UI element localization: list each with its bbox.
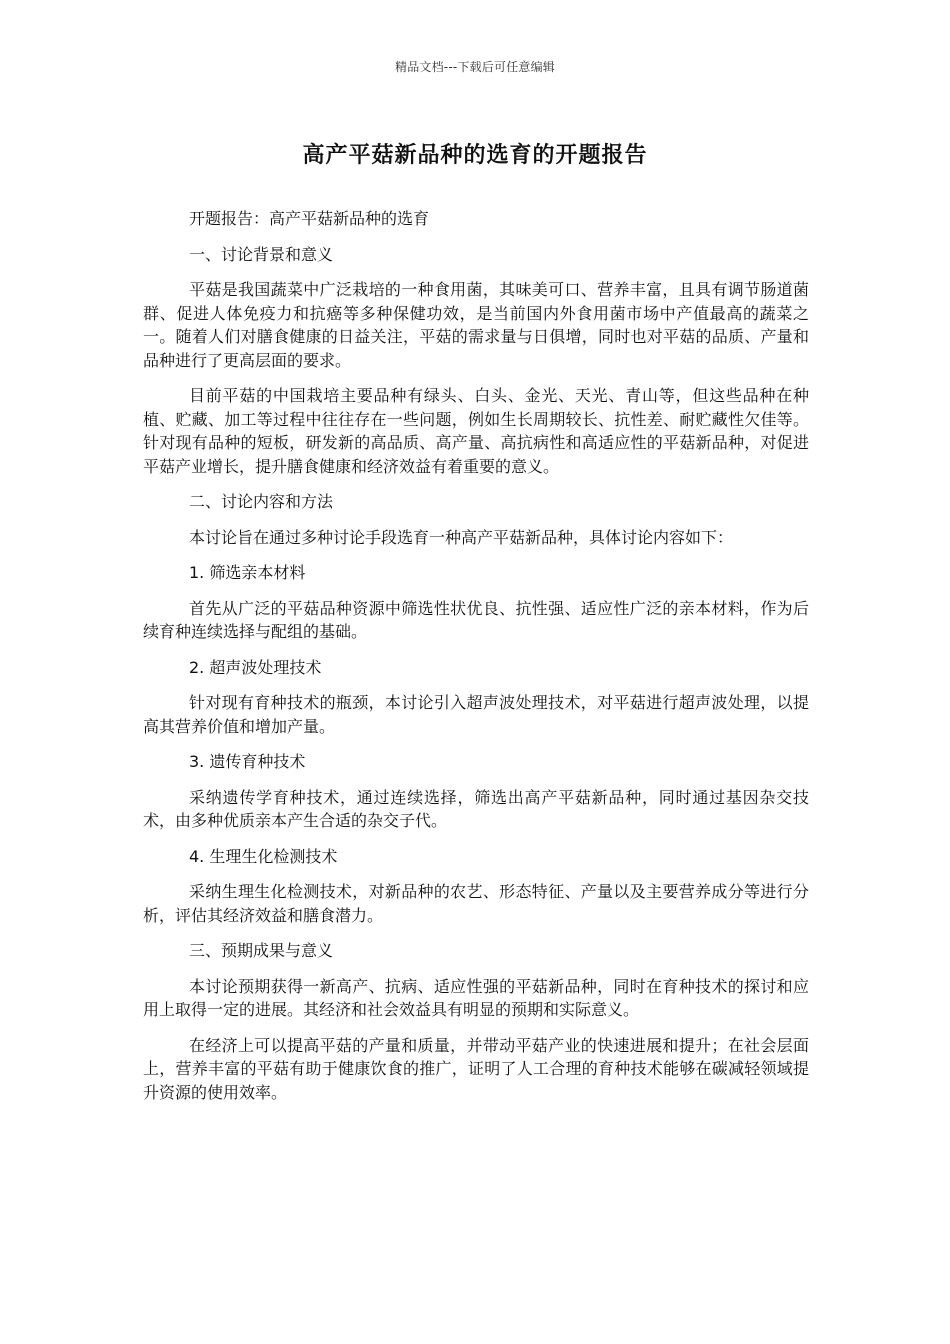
page-title: 高产平菇新品种的选育的开题报告 [302,143,648,168]
paragraph-ultrasonic: 针对现有育种技术的瓶颈，本讨论引入超声波处理技术，对平菇进行超声波处理，以提高其营养价值和增加产量。 [143,693,809,736]
section-heading-content-methods: 二、讨论内容和方法 [189,492,334,511]
paragraph-background-2: 目前平菇的中国栽培主要品种有绿头、白头、金光、天光、青山等，但这些品种在种植、贮藏、加工等过程中往往存在一些问题，例如生长周期较长、抗性差、耐贮藏性欠佳等。针对现有品种的短板，研发新的高品质、高产量、高抗病性和高适应性的平菇新品种，对促进平菇产业增长，提升膳食健康和经济效益有着重要的意义。 [143,386,809,476]
subheading-ultrasonic: 2. 超声波处理技术 [189,657,322,677]
section-heading-background: 一、讨论背景和意义 [189,244,334,264]
header-note: 精品文档---下载后可任意编辑 [395,60,555,74]
paragraph-background-1: 平菇是我国蔬菜中广泛栽培的一种食用菌，其味美可口、营养丰富，且具有调节肠道菌群、促进人体免疫力和抗癌等多种保健功效，是当前国内外食用菌市场中产值最高的蔬菜之一。随着人们对膳食健康的日益关注，平菇的需求量与日俱增，同时也对平菇的品质、产量和品种进行了更高层面的要求。 [143,280,809,370]
paragraph-parent-screening: 首先从广泛的平菇品种资源中筛选性状优良、抗性强、适应性广泛的亲本材料，作为后续育种连续选择与配组的基础。 [143,598,809,641]
paragraph-biochem-testing: 采纳生理生化检测技术，对新品种的农艺、形态特征、产量以及主要营养成分等进行分析，评估其经济效益和膳食潜力。 [143,882,809,925]
section-heading-outcomes: 三、预期成果与意义 [189,941,334,960]
subheading-genetic-breeding: 3. 遗传育种技术 [189,752,306,771]
subheading-parent-screening: 1. 筛选亲本材料 [189,563,306,582]
paragraph-genetic-breeding: 采纳遗传学育种技术，通过连续选择，筛选出高产平菇新品种，同时通过基因杂交技术，由多种优质亲本产生合适的杂交子代。 [143,787,809,830]
report-subject: 开题报告：高产平菇新品种的选育 [189,209,430,228]
paragraph-content-intro: 本讨论旨在通过多种讨论手段选育一种高产平菇新品种，具体讨论内容如下： [189,527,734,547]
paragraph-outcomes-1: 本讨论预期获得一新高产、抗病、适应性强的平菇新品种，同时在育种技术的探讨和应用上取得一定的进展。其经济和社会效益具有明显的预期和实际意义。 [143,976,809,1019]
subheading-biochem-testing: 4. 生理生化检测技术 [189,846,338,866]
paragraph-outcomes-2: 在经济上可以提高平菇的产量和质量，并带动平菇产业的快速进展和提升；在社会层面上，营养丰富的平菇有助于健康饮食的推广，证明了人工合理的育种技术能够在碳减轻领域提升资源的使用效率。 [143,1035,809,1102]
document-body [143,207,809,1116]
